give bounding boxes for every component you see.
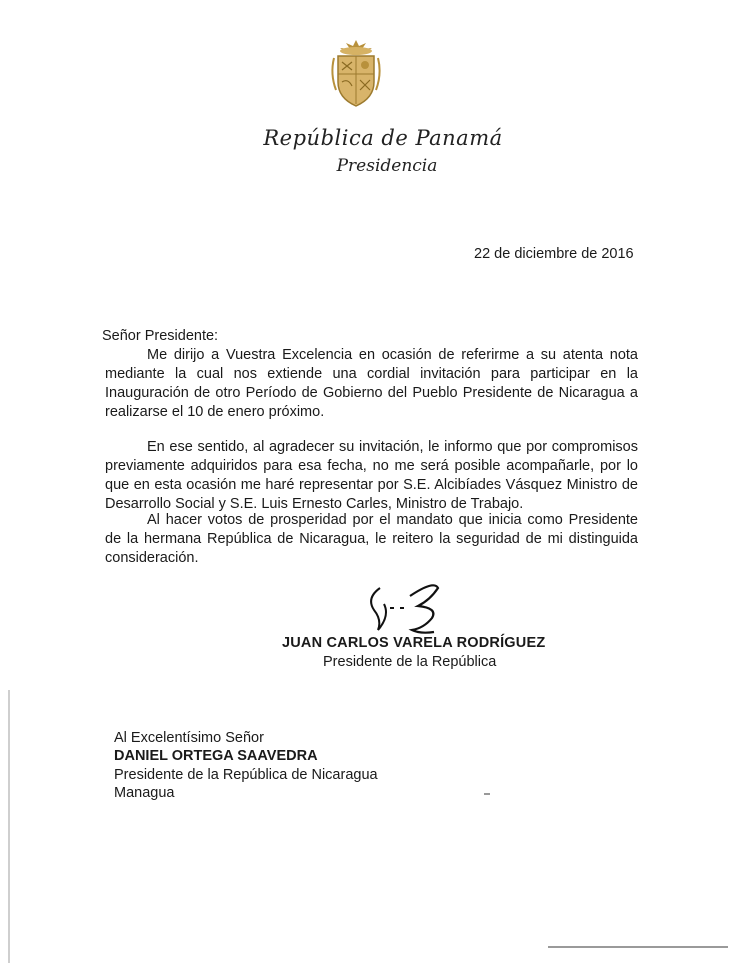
recipient-city: Managua <box>114 785 175 801</box>
letterhead-title: República de Panamá <box>263 126 503 150</box>
signer-title: Presidente de la República <box>323 654 497 670</box>
body-paragraph-3: Al hacer votos de prosperidad por el mandato que inicia como Presidente de la hermana República de Nicaragua, le reitero la seguridad de mi distinguida consideración. <box>105 512 638 566</box>
letter-date: 22 de diciembre de 2016 <box>474 246 634 262</box>
letterhead-subtitle: Presidencia <box>336 156 438 176</box>
coat-of-arms-icon <box>328 38 384 110</box>
body-paragraph-2: En ese sentido, al agradecer su invitación, le informo que por compromisos previamente adquiridos para esa fecha, no me será posible acompañarle, por lo que en esta ocasión me haré representar por S.E. Alcibíades Vásquez Ministro de Desarrollo Social y S.E. Luis Ernesto Carles, Ministro de Trabajo. <box>105 439 638 512</box>
handwritten-signature <box>360 578 450 638</box>
scan-edge-bottom <box>548 946 728 948</box>
salutation: Señor Presidente: <box>102 328 219 344</box>
scan-speck <box>484 793 490 795</box>
scan-edge-left <box>8 690 10 963</box>
recipient-honorific: Al Excelentísimo Señor <box>114 730 264 746</box>
signer-name: JUAN CARLOS VARELA RODRÍGUEZ <box>282 635 546 651</box>
body-paragraph-1: Me dirijo a Vuestra Excelencia en ocasión de referirme a su atenta nota mediante la cual nos extiende una cordial invitación para participar en la Inauguración de otro Período de Gobierno del Pueblo Presidente de Nicaragua a realizarse el 10 de enero próximo. <box>105 347 638 420</box>
recipient-name: DANIEL ORTEGA SAAVEDRA <box>114 748 318 764</box>
recipient-title: Presidente de la República de Nicaragua <box>114 767 378 783</box>
